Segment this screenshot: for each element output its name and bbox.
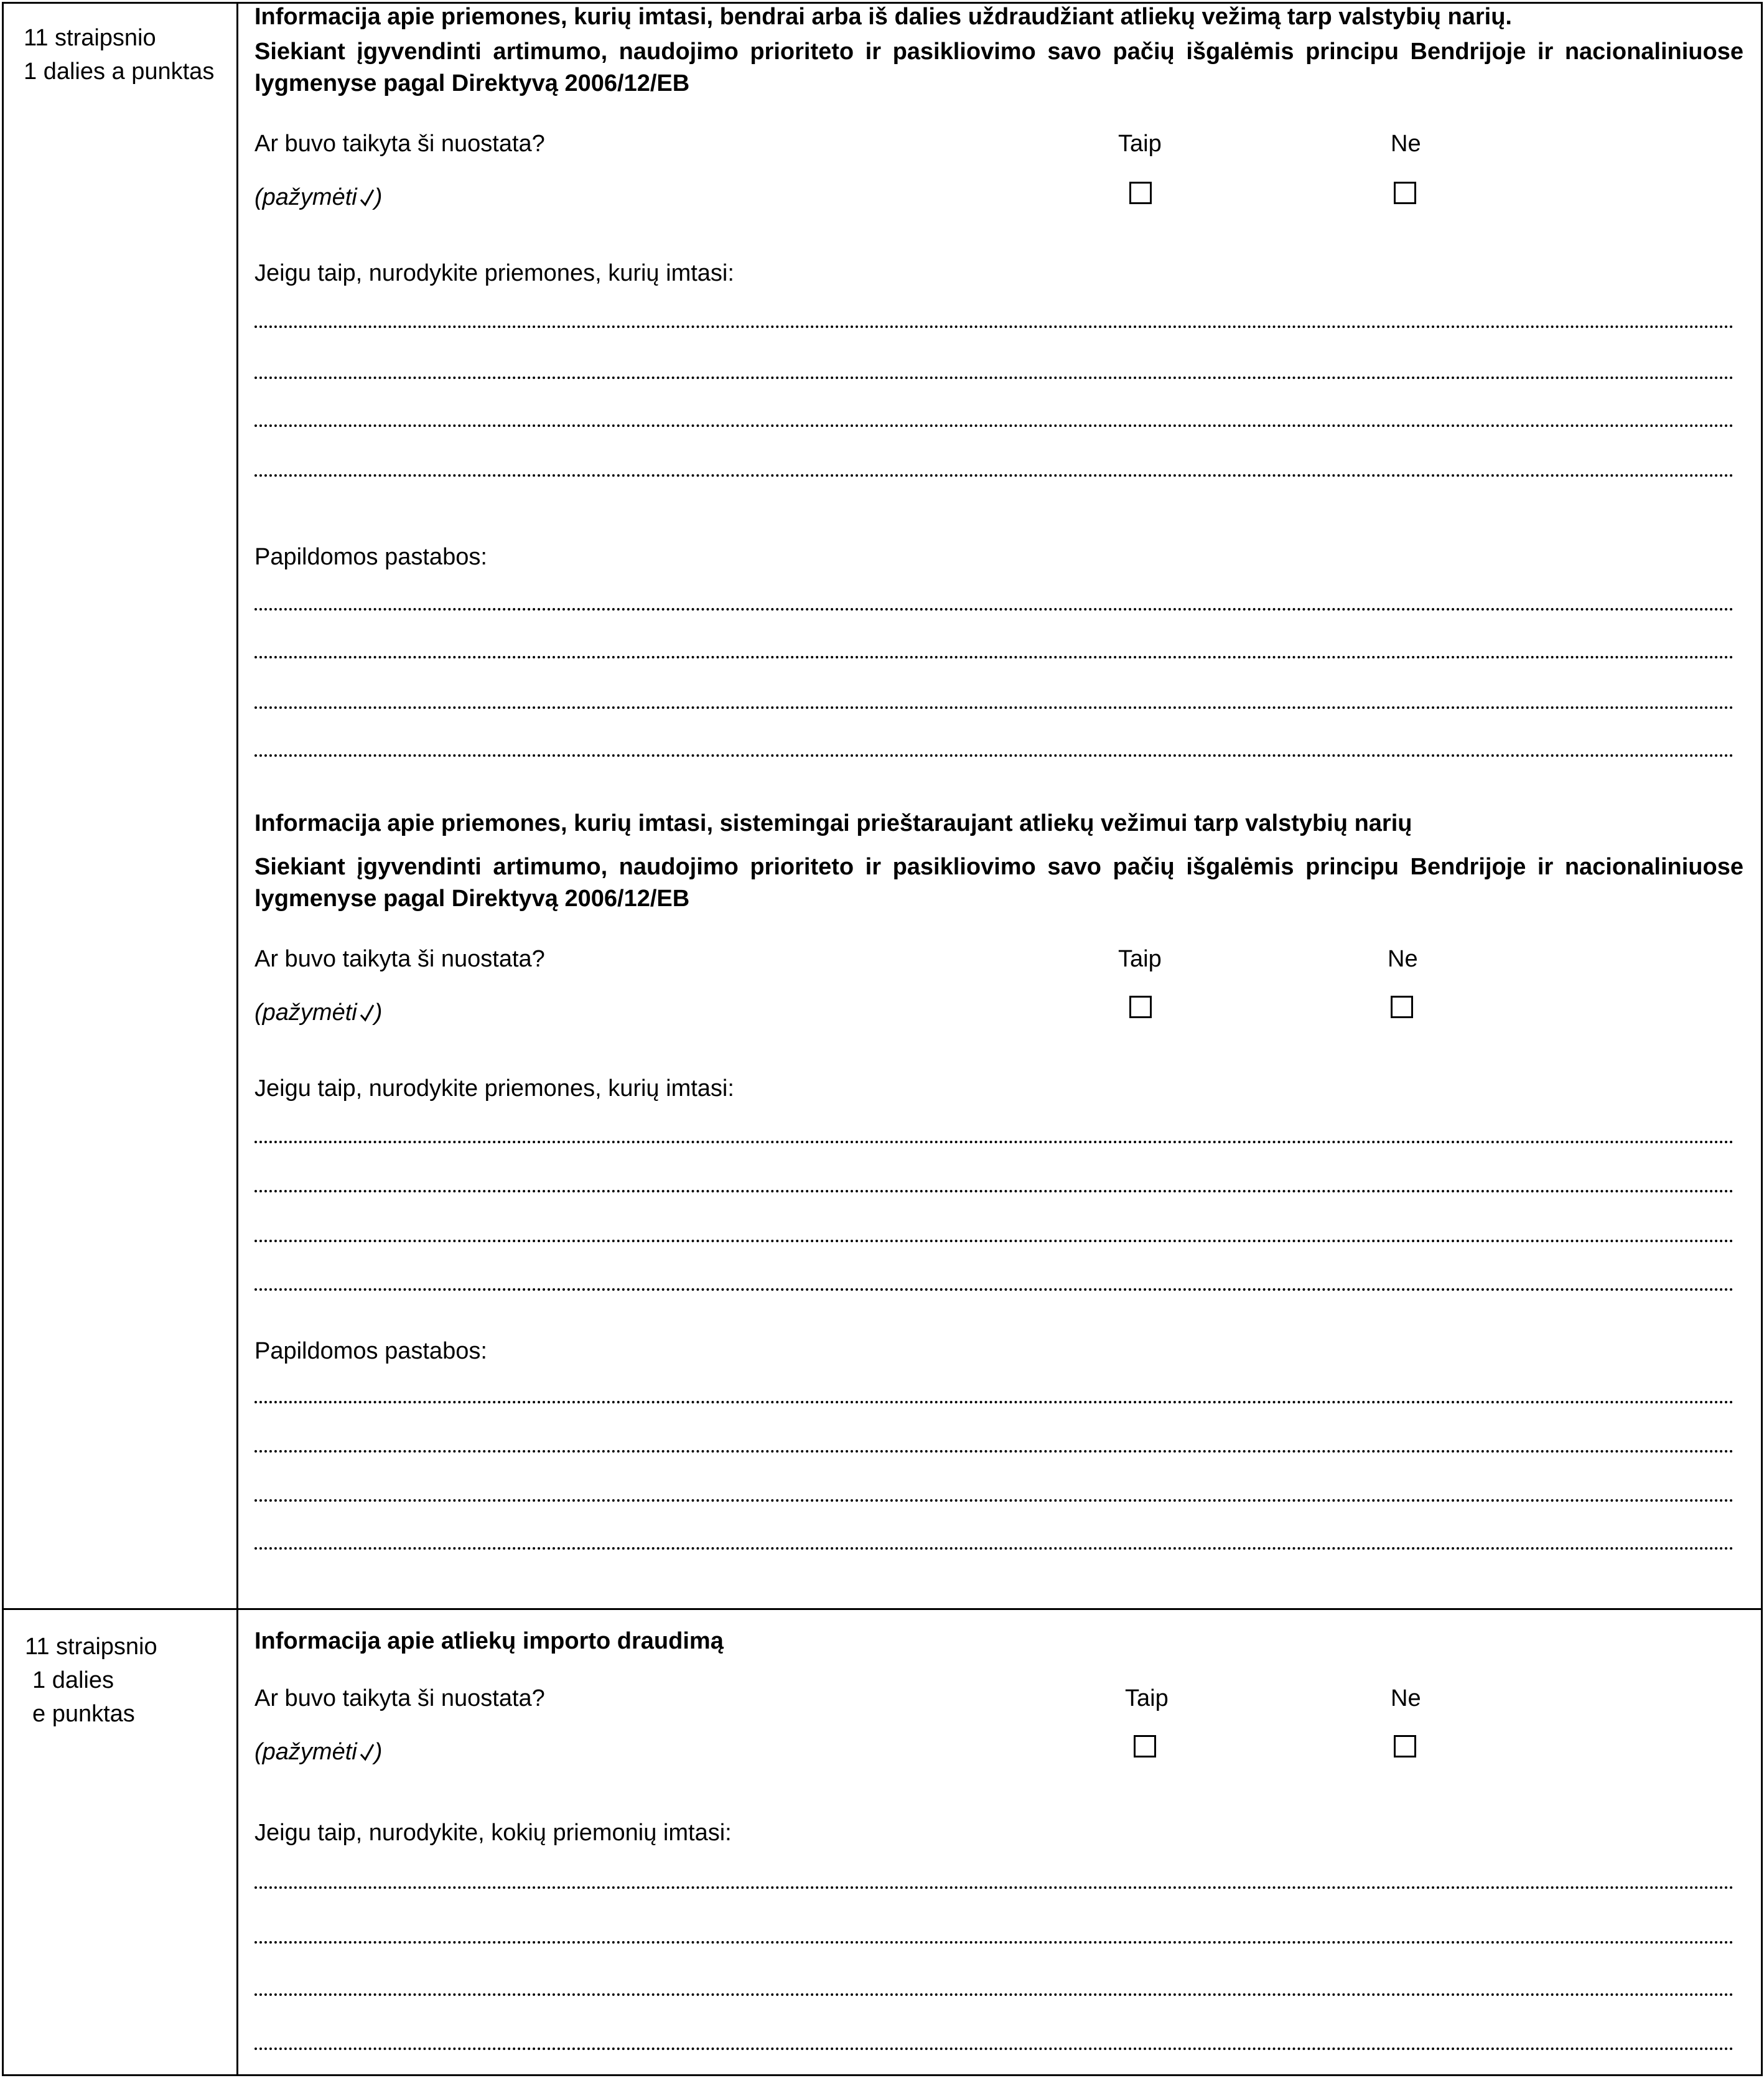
section2-no-checkbox[interactable] <box>1391 996 1413 1018</box>
section2-title: Informacija apie priemones, kurių imtasi, sistemingai prieštaraujant atliekų vežimui tarp valstybių narių <box>254 810 1412 836</box>
section2-measures-label: Jeigu taip, nurodykite priemones, kurių imtasi: <box>254 1075 734 1102</box>
column-divider <box>236 4 238 2074</box>
section1-measures-line[interactable] <box>254 424 1734 427</box>
section2-remarks-label: Papildomos pastabos: <box>254 1338 487 1364</box>
section1-question: Ar buvo taikyta ši nuostata? <box>254 131 545 157</box>
section2-subtitle: Siekiant įgyvendinti artimumo, naudojimo prioriteto ir pasikliovimo savo pačių išgalėmis principu Bendrijoje ir nacionaliniuose lygmenyse pagal Direktyvą 2006/12/EB <box>254 854 1743 912</box>
section3-yes-checkbox[interactable] <box>1134 1735 1156 1757</box>
section1-yes-checkbox[interactable] <box>1129 182 1152 204</box>
section1-subtitle: Siekiant įgyvendinti artimumo, naudojimo prioriteto ir pasikliovimo savo pačių išgalėmis principu Bendrijoje ir nacionaliniuose lygmenyse pagal Direktyvą 2006/12/EB <box>254 39 1743 96</box>
section3-question: Ar buvo taikyta ši nuostata? <box>254 1685 545 1711</box>
mark-suffix: ) <box>374 184 383 210</box>
section2-measures-line[interactable] <box>254 1141 1734 1143</box>
section1-measures-line[interactable] <box>254 377 1734 379</box>
section3-no-label: Ne <box>1391 1685 1421 1711</box>
section1-remarks-line[interactable] <box>254 608 1734 611</box>
section3-yes-label: Taip <box>1125 1685 1169 1711</box>
section3-measures-line[interactable] <box>254 1993 1734 1996</box>
section2-no-label: Ne <box>1388 946 1418 972</box>
row1-ref-line1: 11 straipsnio <box>24 25 156 51</box>
section2-measures-line[interactable] <box>254 1288 1734 1291</box>
row1-ref-line2: 1 dalies a punktas <box>24 59 215 85</box>
row2-ref-line1: 11 straipsnio <box>25 1634 157 1660</box>
section2-remarks-line[interactable] <box>254 1401 1734 1403</box>
section1-remarks-line[interactable] <box>254 706 1734 709</box>
section1-measures-line[interactable] <box>254 474 1734 477</box>
section3-no-checkbox[interactable] <box>1394 1735 1416 1757</box>
section1-remarks-label: Papildomos pastabos: <box>254 544 487 570</box>
section3-mark-instruction <box>254 1739 382 1766</box>
section2-remarks-line[interactable] <box>254 1499 1734 1502</box>
section2-yes-label: Taip <box>1118 946 1162 972</box>
section2-question: Ar buvo taikyta ši nuostata? <box>254 946 545 972</box>
section2-yes-checkbox[interactable] <box>1129 996 1152 1018</box>
row2-ref-line3: e punktas <box>32 1701 135 1727</box>
section3-title: Informacija apie atliekų importo draudimą <box>254 1628 724 1654</box>
section1-title: Informacija apie priemones, kurių imtasi, bendrai arba iš dalies uždraudžiant atliekų vežimą tarp valstybių narių. <box>254 4 1512 30</box>
section2-remarks-line[interactable] <box>254 1547 1734 1550</box>
section3-measures-line[interactable] <box>254 2048 1734 2050</box>
checkmark-icon <box>360 1003 372 1024</box>
section1-no-checkbox[interactable] <box>1394 182 1416 204</box>
mark-suffix: ) <box>374 1739 383 1765</box>
section3-measures-line[interactable] <box>254 1941 1734 1944</box>
row2-ref-line2: 1 dalies <box>32 1667 114 1693</box>
section1-remarks-line[interactable] <box>254 754 1734 757</box>
mark-suffix: ) <box>374 999 383 1026</box>
checkmark-icon <box>360 1742 372 1763</box>
mark-prefix: (pažymėti <box>254 1739 357 1765</box>
section3-measures-label: Jeigu taip, nurodykite, kokių priemonių imtasi: <box>254 1820 732 1846</box>
mark-prefix: (pažymėti <box>254 999 357 1026</box>
section2-measures-line[interactable] <box>254 1240 1734 1242</box>
section1-yes-label: Taip <box>1118 131 1162 157</box>
section1-remarks-line[interactable] <box>254 656 1734 658</box>
section1-measures-line[interactable] <box>254 325 1734 328</box>
row-divider <box>4 1608 1761 1610</box>
section2-measures-line[interactable] <box>254 1190 1734 1192</box>
section2-remarks-line[interactable] <box>254 1450 1734 1453</box>
section3-measures-line[interactable] <box>254 1886 1734 1889</box>
section1-mark-instruction <box>254 184 382 212</box>
mark-prefix: (pažymėti <box>254 184 357 210</box>
section1-measures-label: Jeigu taip, nurodykite priemones, kurių imtasi: <box>254 260 734 286</box>
checkmark-icon <box>360 187 372 208</box>
section1-no-label: Ne <box>1391 131 1421 157</box>
section2-mark-instruction <box>254 999 382 1027</box>
